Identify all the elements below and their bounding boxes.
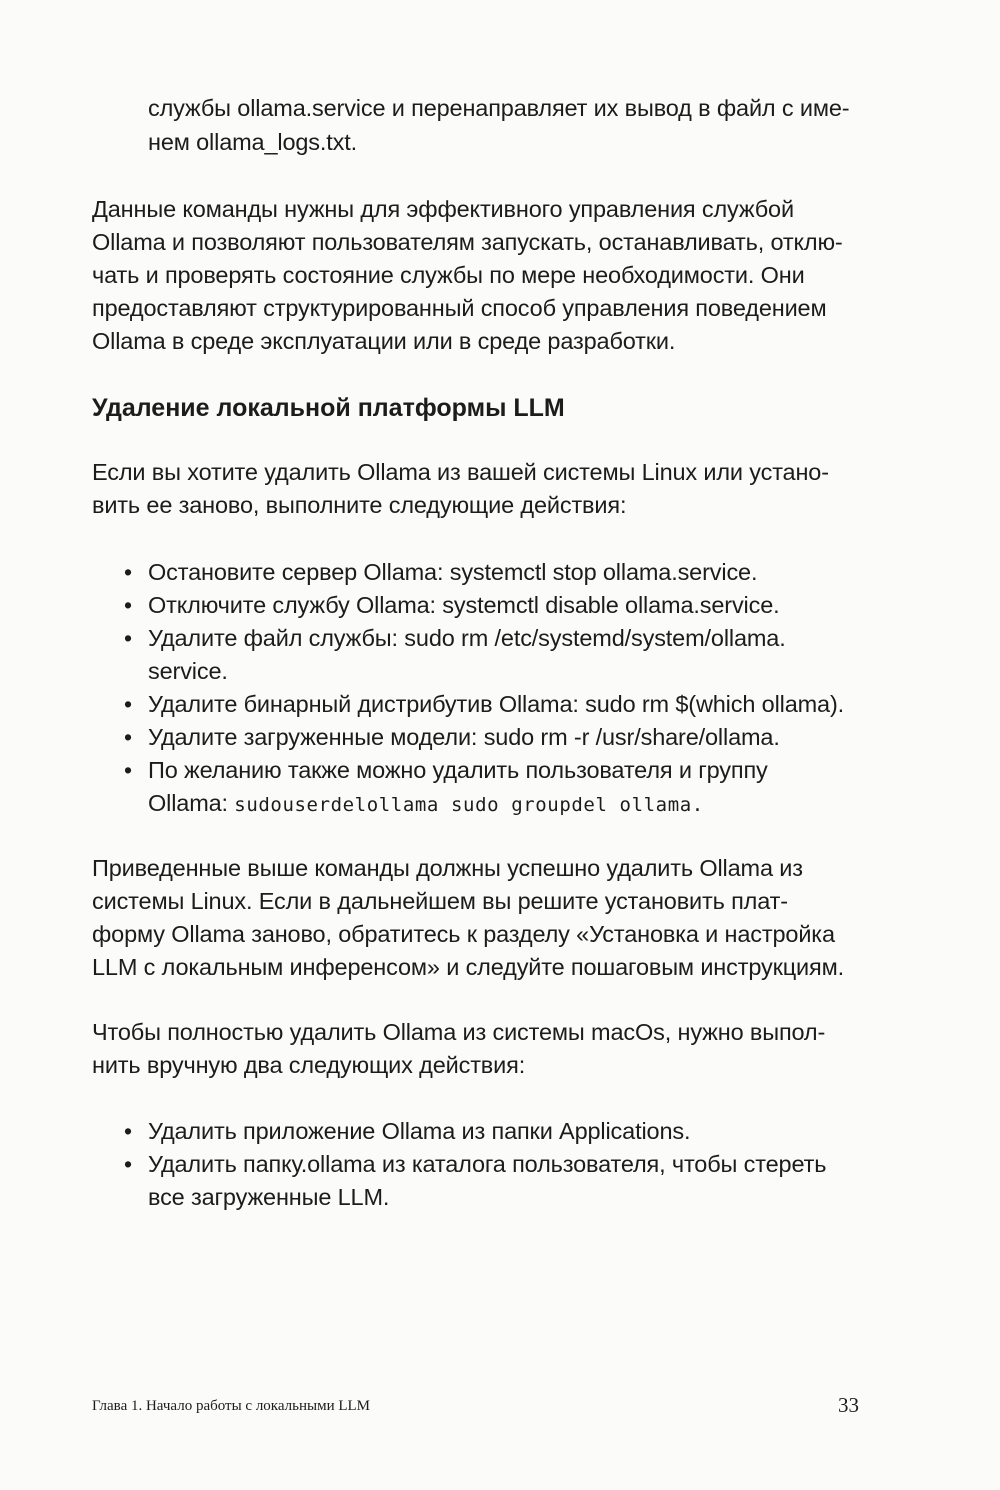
paragraph-2-line-2: вить ее заново, выполните следующие действия:: [92, 492, 627, 518]
step-6-code: sudouserdelollama sudo groupdel ollama.: [234, 794, 704, 816]
paragraph-4-line-1: Чтобы полностью удалить Ollama из системы macOs, нужно выпол-: [92, 1019, 826, 1045]
step-3-line-2: service.: [148, 658, 228, 684]
step-6-prefix: Ollama:: [148, 790, 235, 816]
intro-line-2: нем ollama_logs.txt.: [148, 129, 358, 155]
bullet-2: •: [124, 592, 133, 618]
paragraph-4-line-2: нить вручную два следующих действия:: [92, 1052, 526, 1078]
paragraph-1-line-2: Ollama и позволяют пользователям запускать, останавливать, отклю-: [92, 229, 843, 255]
step-5: Удалите загруженные модели: sudo rm -r /usr/share/ollama.: [148, 724, 780, 750]
bullet-6: •: [124, 757, 133, 783]
mac-bullet-1: •: [124, 1118, 133, 1144]
step-2: Отключите службу Ollama: systemctl disable ollama.service.: [148, 592, 780, 618]
bullet-4: •: [124, 691, 133, 717]
paragraph-3-line-3: форму Ollama заново, обратитесь к разделу «Установка и настройка: [92, 921, 835, 947]
paragraph-1-line-5: Ollama в среде эксплуатации или в среде разработки.: [92, 328, 676, 354]
bullet-1: •: [124, 559, 133, 585]
intro-line-1: службы ollama.service и перенаправляет их вывод в файл с име-: [148, 95, 850, 121]
paragraph-1-line-1: Данные команды нужны для эффективного управления службой: [92, 196, 794, 222]
running-footer-chapter: Глава 1. Начало работы с локальными LLM: [92, 1398, 371, 1414]
mac-bullet-2: •: [124, 1151, 133, 1177]
step-1: Остановите сервер Ollama: systemctl stop ollama.service.: [148, 559, 758, 585]
step-6-line-1: По желанию также можно удалить пользователя и группу: [148, 757, 768, 783]
mac-step-2-line-2: все загруженные LLM.: [148, 1184, 390, 1210]
paragraph-3-line-2: системы Linux. Если в дальнейшем вы решите установить плат-: [92, 888, 788, 914]
paragraph-3-line-1: Приведенные выше команды должны успешно удалить Ollama из: [92, 855, 803, 881]
section-heading: Удаление локальной платформы LLM: [92, 394, 565, 422]
mac-step-2-line-1: Удалить папку.ollama из каталога пользователя, чтобы стереть: [148, 1151, 827, 1177]
step-6-line-2: [148, 787, 704, 822]
mac-step-1: Удалить приложение Ollama из папки Applications.: [148, 1118, 691, 1144]
paragraph-1-line-4: предоставляют структурированный способ управления поведением: [92, 295, 827, 321]
bullet-5: •: [124, 724, 133, 750]
step-3-line-1: Удалите файл службы: sudo rm /etc/systemd/system/ollama.: [148, 625, 786, 651]
paragraph-1-line-3: чать и проверять состояние службы по мере необходимости. Они: [92, 262, 805, 288]
step-4: Удалите бинарный дистрибутив Ollama: sudo rm $(which ollama).: [148, 691, 845, 717]
bullet-3: •: [124, 625, 133, 651]
paragraph-3-line-4: LLM с локальным инференсом» и следуйте пошаговым инструкциям.: [92, 954, 844, 980]
page-number: 33: [838, 1393, 859, 1417]
paragraph-2-line-1: Если вы хотите удалить Ollama из вашей системы Linux или устано-: [92, 459, 829, 485]
